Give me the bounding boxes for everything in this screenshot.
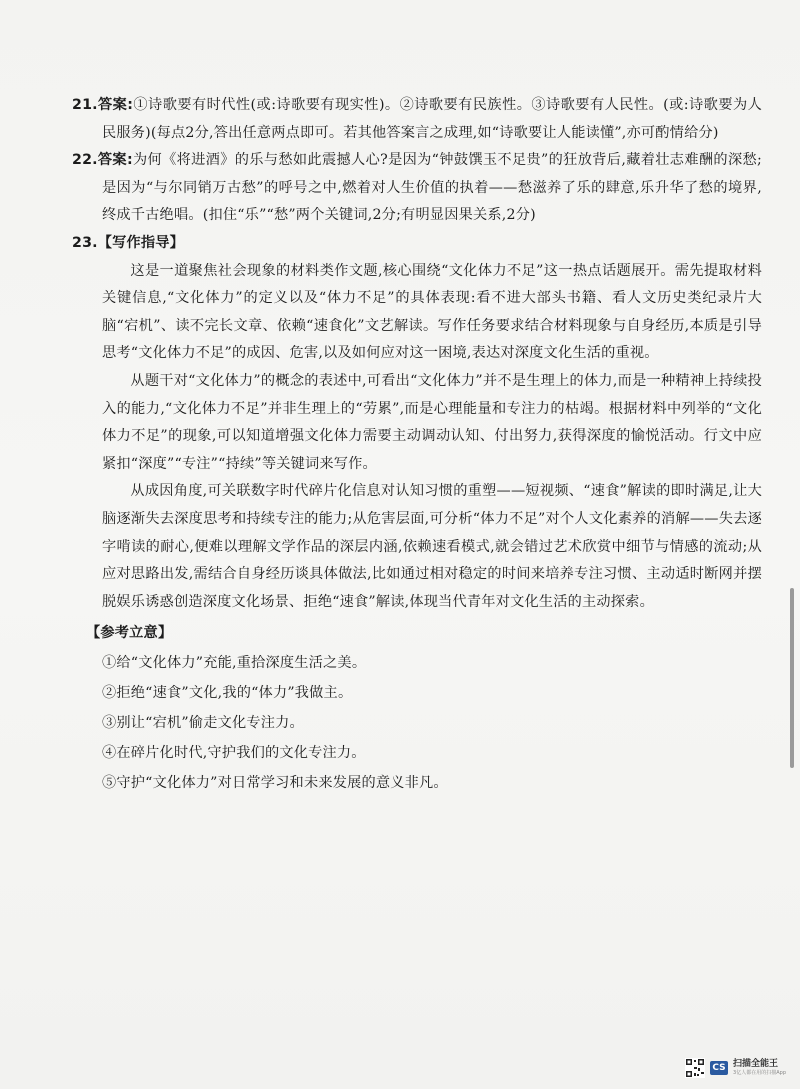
reference-idea-item: ①给“文化体力”充能,重拾深度生活之美。 — [102, 654, 367, 671]
question-23-heading — [72, 230, 762, 258]
qr-code-icon — [685, 1058, 705, 1078]
question-number: 23. — [72, 234, 98, 251]
scanner-watermark — [685, 1057, 786, 1079]
question-number: 21. — [72, 97, 98, 113]
reference-idea-item: ②拒绝“速食”文化,我的“体力”我做主。 — [102, 684, 353, 701]
question-number: 22. — [72, 152, 98, 169]
scanner-app-tagline: 3亿人都在用的扫描App — [733, 1070, 786, 1076]
reference-idea-item: ③别让“宕机”偷走文化专注力。 — [102, 714, 304, 731]
writing-guide-paragraph: 从题干对“文化体力”的概念的表述中,可看出“文化体力”并不是生理上的体力,而是一种精神上持续投入的能力,“文化体力不足”并非生理上的“劳累”,而是心理能量和专注力的枯竭。根据材料中列举的“文化体力不足”的现象,可以知道增强文化体力需要主动调动认知、付出努力,获得深度的愉悦活动。行文中应紧扣“深度”“专注”“持续”等关键词来写作。 — [102, 372, 762, 472]
writing-guide-paragraph: 从成因角度,可关联数字时代碎片化信息对认知习惯的重塑——短视频、“速食”解读的即时满足,让大脑逐渐失去深度思考和持续专注的能力;从危害层面,可分析“体力不足”对个人文化素养的消解——失去逐字啃读的耐心,便难以理解文学作品的深层内涵,依赖速看模式,就会错过艺术欣赏中细节与情感的流动;从应对思路出发,需结合自身经历谈具体做法,比如通过相对稳定的时间来培养专注习惯、主动适时断网并摆脱娱乐诱惑创造深度文化场景、拒绝“速食”解读,体现当代青年对文化生活的主动探索。 — [102, 483, 762, 610]
answer-content — [72, 92, 762, 798]
scanner-app-name: 扫描全能王 — [733, 1059, 779, 1069]
writing-guide-paragraph: 这是一道聚焦社会现象的材料类作文题,核心围绕“文化体力不足”这一热点话题展开。需先提取材料关键信息,“文化体力”的定义以及“体力不足”的具体表现:看不进大部头书籍、看人文历史类纪录片大脑“宕机”、读不完长文章、依赖“速食化”文艺解读。写作任务要求结合材料现象与自身经历,本质是引导思考“文化体力不足”的成因、危害,以及如何应对这一困境,表达对深度文化生活的重视。 — [102, 262, 762, 362]
scanner-logo-icon: CS — [710, 1061, 728, 1075]
reference-ideas-list — [72, 648, 762, 798]
question-22 — [72, 147, 762, 230]
answer-label: 答案: — [97, 152, 133, 169]
reference-idea-item: ⑤守护“文化体力”对日常学习和未来发展的意义非凡。 — [102, 774, 448, 791]
reference-idea-item: ④在碎片化时代,守护我们的文化专注力。 — [102, 744, 366, 761]
answer-text: 为何《将进酒》的乐与愁如此震撼人心?是因为“钟鼓馔玉不足贵”的狂放背后,藏着壮志难酬的深愁;是因为“与尔同销万古愁”的呼号之中,燃着对人生价值的执着——愁滋养了乐的肆意,乐升华了愁的境界,终成千古绝唱。(扣住“乐”“愁”两个关键词,2分;有明显因果关系,2分) — [102, 152, 763, 224]
reference-ideas-title: 【参考立意】 — [86, 625, 173, 642]
section-title: 【写作指导】 — [97, 234, 185, 251]
scrollbar-thumb[interactable] — [790, 588, 794, 768]
question-21 — [72, 92, 762, 147]
answer-text: ①诗歌要有时代性(或:诗歌要有现实性)。②诗歌要有民族性。③诗歌要有人民性。(或:诗歌要为人民服务)(每点2分,答出任意两点即可。若其他答案言之成理,如“诗歌要让人能读懂”,亦可酌情给分) — [102, 97, 762, 141]
answer-label: 答案: — [97, 97, 134, 113]
